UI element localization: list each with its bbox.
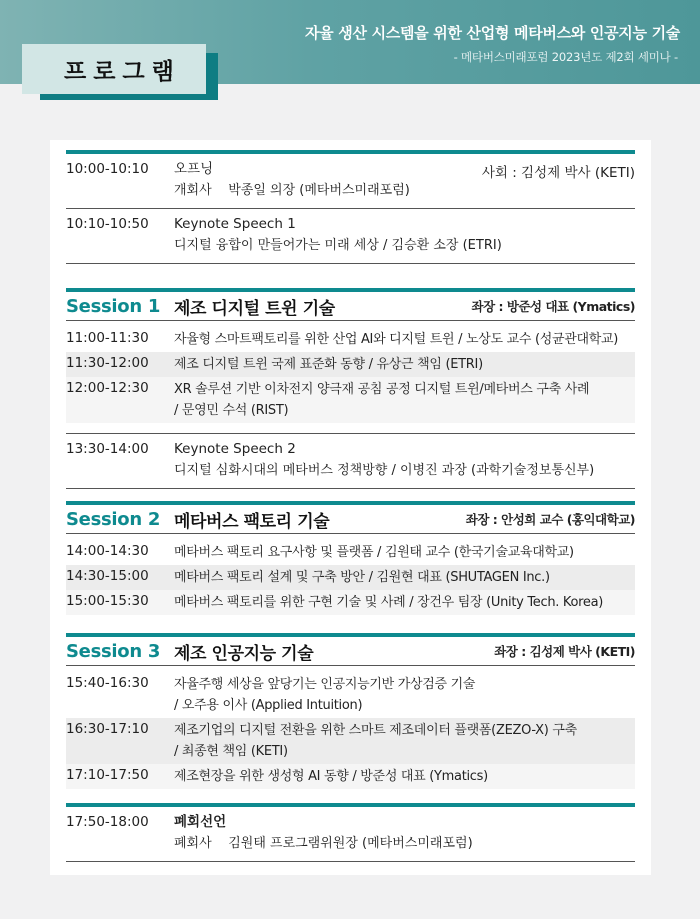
talk-speaker: / 오주용 이사 (Applied Intuition) — [174, 698, 363, 713]
talk-row — [66, 377, 635, 423]
time: 11:30-12:00 — [66, 355, 149, 371]
event-title: 자율 생산 시스템을 위한 산업형 메타버스와 인공지능 기술 — [304, 24, 680, 42]
talk-title: 메타버스 팩토리 요구사항 및 플랫폼 / 김원태 교수 (한국기술교육대학교) — [174, 545, 574, 560]
schedule-row-closing — [66, 807, 635, 862]
opening-detail: 개회사 박종일 의장 (메타버스미래포럼) — [174, 183, 410, 198]
schedule-row-keynote1 — [66, 209, 635, 264]
talk-speaker: / 최종현 책임 (KETI) — [174, 744, 288, 759]
talk-title: 메타버스 팩토리 설계 및 구축 방안 / 김원현 대표 (SHUTAGEN Inc.) — [174, 570, 550, 585]
talk-row — [66, 718, 635, 764]
talk-title: 자율형 스마트팩토리를 위한 산업 AI와 디지털 트윈 / 노상도 교수 (성균관대학교) — [174, 332, 619, 347]
closing-block — [66, 803, 635, 862]
time: 10:00-10:10 — [66, 161, 149, 177]
time: 11:00-11:30 — [66, 330, 149, 346]
schedule — [66, 150, 635, 862]
schedule-row-opening — [66, 154, 635, 209]
program-card — [50, 140, 651, 875]
time: 13:30-14:00 — [66, 441, 149, 457]
closing-title: 폐회선언 — [174, 814, 227, 830]
session1-header — [66, 292, 635, 321]
session-number: Session 2 — [66, 508, 161, 530]
talk-title: 제조현장을 위한 생성형 AI 동향 / 방준성 대표 (Ymatics) — [174, 769, 488, 784]
keynote2-block — [66, 433, 635, 489]
talk-row — [66, 327, 635, 352]
keynote1-detail: 디지털 융합이 만들어가는 미래 세상 / 김승환 소장 (ETRI) — [174, 238, 502, 253]
talk-row — [66, 540, 635, 565]
talk-row — [66, 590, 635, 615]
keynote2-title: Keynote Speech 2 — [174, 441, 296, 457]
time: 15:40-16:30 — [66, 675, 149, 691]
session-chair: 좌장 : 안성희 교수 (홍익대학교) — [465, 512, 635, 527]
session-number: Session 1 — [66, 295, 161, 317]
time: 17:50-18:00 — [66, 814, 149, 830]
talk-speaker: / 문영민 수석 (RIST) — [174, 403, 289, 418]
session-title: 메타버스 팩토리 기술 — [174, 511, 330, 532]
talk-title: 제조 디지털 트윈 국제 표준화 동향 / 유상근 책임 (ETRI) — [174, 357, 483, 372]
talk-title: 메타버스 팩토리를 위한 구현 기술 및 사례 / 장건우 팀장 (Unity Tech. Korea) — [174, 595, 604, 610]
time: 10:10-10:50 — [66, 216, 149, 232]
session1-block — [66, 288, 635, 433]
time: 12:00-12:30 — [66, 380, 149, 396]
event-subtitle: - 메타버스미래포럼 2023년도 제2회 세미나 - — [453, 50, 678, 64]
time: 14:30-15:00 — [66, 568, 149, 584]
keynote1-title: Keynote Speech 1 — [174, 216, 296, 232]
program-tab — [22, 44, 218, 100]
schedule-row-keynote2 — [66, 434, 635, 489]
host: 사회 : 김성제 박사 (KETI) — [481, 165, 635, 181]
time: 16:30-17:10 — [66, 721, 149, 737]
session-chair: 좌장 : 방준성 대표 (Ymatics) — [471, 299, 635, 314]
talk-title: 자율주행 세상을 앞당기는 인공지능기반 가상검증 기술 — [174, 677, 476, 692]
time: 17:10-17:50 — [66, 767, 149, 783]
session3-header — [66, 637, 635, 666]
opening-title: 오프닝 — [174, 161, 214, 177]
session-number: Session 3 — [66, 640, 161, 662]
talk-row — [66, 764, 635, 789]
session2-header — [66, 505, 635, 534]
talk-row — [66, 565, 635, 590]
session-chair: 좌장 : 김성제 박사 (KETI) — [494, 644, 635, 659]
keynote2-detail: 디지털 심화시대의 메타버스 정책방향 / 이병진 과장 (과학기술정보통신부) — [174, 463, 595, 478]
time: 15:00-15:30 — [66, 593, 149, 609]
talk-title: XR 솔루션 기반 이차전지 양극재 공침 공정 디지털 트윈/메타버스 구축 사례 — [174, 382, 590, 397]
talk-row — [66, 672, 635, 718]
session3-block — [66, 633, 635, 789]
opening-block — [66, 150, 635, 264]
closing-detail: 폐회사 김원태 프로그램위원장 (메타버스미래포럼) — [174, 836, 473, 851]
talk-title: 제조기업의 디지털 전환을 위한 스마트 제조데이터 플랫폼(ZEZO-X) 구축 — [174, 723, 577, 738]
session2-block — [66, 501, 635, 615]
time: 14:00-14:30 — [66, 543, 149, 559]
program-label: 프로그램 — [22, 44, 206, 94]
talk-row — [66, 352, 635, 377]
session-title: 제조 디지털 트윈 기술 — [174, 298, 335, 319]
session-title: 제조 인공지능 기술 — [174, 643, 314, 664]
